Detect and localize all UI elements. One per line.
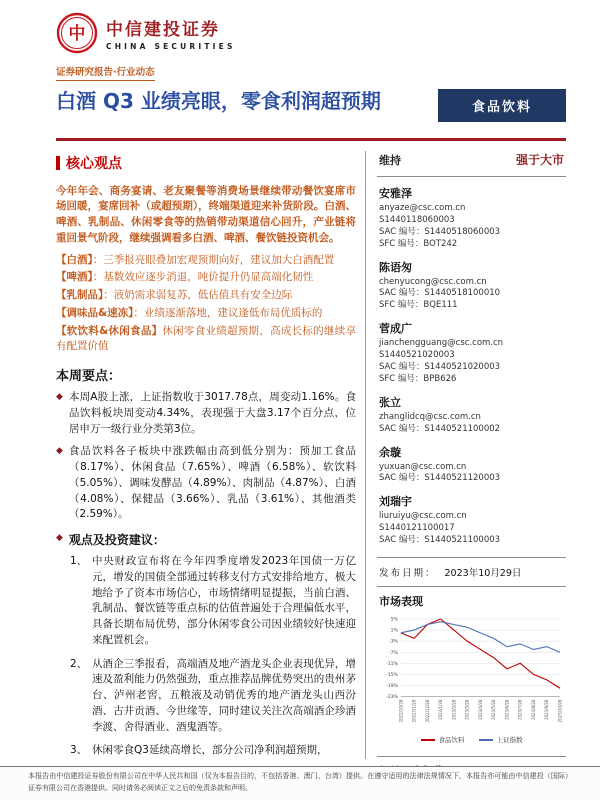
analyst-sfc: SFC 编号：BPB626 — [379, 373, 457, 384]
svg-text:中: 中 — [68, 24, 86, 44]
analyst-cert: S1440118060003 — [379, 214, 455, 225]
svg-text:2023/9/28: 2023/9/28 — [544, 699, 550, 720]
brand-logo-icon — [56, 12, 98, 54]
chart-legend — [379, 735, 564, 744]
analyst-card — [379, 493, 564, 547]
opinion-text: 从酒企三季报看，高端酒及地产酒龙头企业表现优异，增速及盈利能力仍然强劲，重点推荐品牌优势突出的贵州茅台、泸州老窖，五粮液及动销优秀的地产酒龙头山西汾酒、古井贡酒、今世缘等，同时建议关注次高端酒企珍酒李渡、舍得酒业、酒鬼酒等。 — [92, 657, 356, 733]
analyst-name: 陈语匆 — [379, 260, 412, 274]
analyst-email: liuruiyu@csc.com.cn — [379, 511, 467, 522]
rating-row — [377, 149, 566, 177]
highlight-tag: 【啤酒】 — [56, 271, 93, 284]
legend-label: 食品饮料 — [438, 736, 465, 745]
highlight-item — [56, 270, 356, 286]
analyst-sfc: SFC 编号：BOT242 — [379, 238, 458, 249]
opinion-heading — [56, 531, 356, 548]
publish-date-value: 2023年10月29日 — [444, 568, 522, 580]
analyst-sac: SAC 编号：S1440521120003 — [379, 473, 501, 484]
highlight-text: ：业绩逐渐落地，建议逢低布局优质标的 — [133, 306, 323, 319]
analyst-email: anyaze@csc.com.cn — [379, 203, 466, 213]
legend-item-food-beverage — [421, 735, 465, 744]
svg-text:2023/7/28: 2023/7/28 — [517, 699, 523, 720]
highlight-tag: 【乳制品】 — [56, 289, 104, 301]
svg-text:2022/12/28: 2022/12/28 — [424, 699, 430, 723]
market-performance-chart — [379, 613, 564, 730]
publish-date-row — [377, 557, 566, 586]
weekly-point — [56, 390, 356, 437]
highlight-text: ：液奶需求弱复苏，低估值具有安全边际 — [103, 289, 293, 301]
svg-text:2023/6/28: 2023/6/28 — [504, 699, 510, 720]
brand-names — [106, 15, 236, 51]
highlight-text: 休闲零食业绩超预期，高成长标的继续享有配置价值 — [56, 324, 356, 353]
main-column — [56, 149, 356, 767]
header-brand — [56, 12, 566, 54]
analyst-cert: S1440521020003 — [379, 350, 455, 361]
svg-text:2023/8/28: 2023/8/28 — [530, 699, 536, 720]
svg-text:2023/5/28: 2023/5/28 — [491, 699, 497, 720]
weekly-point-text: 本周A股上涨，上证指数收于3017.78点，周变动1.16%。食品饮料板块周变动4.34%，表现强于大盘3.17个百分点，位居申万一级行业分类第3位。 — [68, 391, 356, 435]
svg-text:2023/10/28: 2023/10/28 — [557, 699, 563, 723]
analyst-name: 刘瑞宇 — [379, 495, 412, 509]
analyst-card — [379, 444, 564, 486]
analyst-card — [379, 259, 564, 313]
legend-swatch-icon — [479, 739, 493, 741]
analyst-sac: SAC 编号：S1440521100003 — [379, 535, 501, 546]
svg-text:5%: 5% — [390, 617, 398, 623]
opinion-text: 中央财政宣布将在今年四季度增发2023年国债一万亿元，增发的国债全部通过转移支付方式安排给地方，极大地给予了资本市场信心，市场情绪明显提振，当前白酒、乳制品、餐饮链等重点标的估值普遍处于合理偏低水平，具备长期布局优势，部分休闲零食公司因业绩较好快速迎来配置机会。 — [92, 555, 356, 646]
legend-swatch-icon — [421, 739, 435, 741]
weekly-points-title: 本周要点： — [56, 369, 122, 384]
core-view-intro: 今年年会、商务宴请、老友聚餐等消费场景继续带动餐饮宴席市场回暖，宴席回补（或超预期），终端渠道迎来补货阶段。白酒、啤酒、乳制品、休闲零食等的热销带动渠道信心回升，产业链将重回景气阶段，继续强调看多白酒、啤酒、餐饮链投资机会。 — [56, 184, 356, 244]
opinion-number: 2、 — [70, 657, 88, 670]
opinion-text: 休闲零食Q3延续高增长，部分公司净利润超预期， — [92, 744, 328, 757]
analyst-sac: SAC 编号：S1440521020003 — [379, 362, 501, 373]
analyst-name: 张立 — [379, 395, 401, 409]
title-row — [56, 87, 566, 122]
weekly-point — [56, 444, 356, 523]
sidebar — [377, 149, 566, 767]
analyst-name: 余璇 — [379, 445, 401, 459]
opinion-title: 观点及投资建议： — [68, 533, 165, 547]
weekly-point-text: 食品饮料各子板块中涨跌幅由高到低分别为：预加工食品（8.17%）、休闲食品（7.65%）、啤酒（6.58%）、软饮料（5.05%）、调味发酵品（4.89%）、肉制品（4.87%）、白酒（4.08%）、保健品（3.66%）、乳品（3.61%）、其他酒类（2.59%）。 — [68, 445, 356, 521]
highlight-tag: 【软饮料&休闲食品】 — [56, 324, 163, 337]
analyst-sac: SAC 编号：S1440518060003 — [379, 226, 501, 237]
legend-label: 上证指数 — [496, 736, 523, 745]
analyst-name: 安雅泽 — [379, 187, 412, 200]
red-divider — [56, 138, 566, 141]
analyst-name: 菅成广 — [379, 322, 412, 336]
rating-value: 强于大市 — [515, 153, 564, 167]
analyst-card — [379, 320, 564, 386]
opinion-number: 3、 — [70, 744, 88, 757]
opinion-item — [70, 554, 356, 649]
red-accent-bar — [56, 156, 60, 170]
svg-text:-23%: -23% — [386, 695, 398, 701]
content-columns — [56, 149, 566, 767]
highlight-item — [56, 253, 356, 269]
analyst-email: yuxuan@csc.com.cn — [379, 461, 467, 472]
svg-text:2022/10/28: 2022/10/28 — [398, 699, 404, 723]
analyst-sac: SAC 编号：S1440521100002 — [379, 423, 501, 434]
analyst-sfc: SFC 编号：BQE111 — [379, 300, 458, 311]
analyst-sac: SAC 编号：S1440518100010 — [379, 288, 501, 299]
legend-item-sse-index — [479, 735, 523, 744]
svg-text:1%: 1% — [390, 628, 398, 634]
industry-badge: 食品饮料 — [438, 89, 566, 122]
svg-text:-3%: -3% — [389, 639, 398, 645]
footer-disclaimer: 本报告由中信建投证券股份有限公司在中华人民共和国（仅为本报告目的，不包括香港、澳门、台湾）提供。在遵守适用的法律法规情况下，本报告亦可能由中信建投（国际）证券有限公司在香港提供。同时请务必阅读正文之后的免责条款和声明。 — [0, 766, 600, 800]
publish-date-label: 发布日期： — [379, 568, 437, 580]
svg-text:-15%: -15% — [386, 673, 398, 679]
market-performance-section — [377, 586, 566, 748]
page-title: 白酒 Q3 业绩亮眼，零食利润超预期 — [56, 89, 381, 113]
diamond-bullet-icon: ◆ — [56, 392, 63, 402]
highlight-tag: 【白酒】 — [56, 253, 93, 266]
svg-text:2023/3/28: 2023/3/28 — [464, 699, 470, 720]
brand-name-cn: 中信建投证券 — [106, 20, 220, 40]
svg-text:2023/4/28: 2023/4/28 — [477, 699, 483, 720]
opinion-number: 1、 — [70, 555, 88, 567]
highlight-item — [56, 306, 356, 322]
core-view-title: 核心观点 — [66, 156, 122, 172]
brand-name-en: CHINA SECURITIES — [106, 42, 236, 51]
svg-text:2023/2/28: 2023/2/28 — [451, 699, 457, 720]
market-performance-title: 市场表现 — [379, 595, 423, 609]
svg-text:-11%: -11% — [386, 661, 398, 667]
analyst-card — [379, 394, 564, 436]
highlight-text: ：基数效应逐步消退，吨价提升仍显高端化韧性 — [92, 271, 314, 284]
analyst-email: zhanglidcq@csc.com.cn — [379, 411, 481, 422]
rating-action: 维持 — [379, 154, 401, 167]
report-type-tag: 证券研究报告·行业动态 — [56, 64, 155, 81]
diamond-bullet-icon: ◆ — [56, 446, 63, 457]
highlight-item — [56, 288, 356, 304]
analyst-card — [379, 185, 564, 251]
core-view-heading — [56, 153, 356, 173]
svg-text:2023/1/28: 2023/1/28 — [438, 699, 444, 720]
analyst-email: chenyucong@csc.com.cn — [379, 276, 487, 287]
analyst-email: jianchengguang@csc.com.cn — [379, 338, 504, 349]
svg-text:2022/11/28: 2022/11/28 — [411, 699, 417, 723]
diamond-bullet-icon: ◆ — [56, 533, 63, 543]
highlight-tag: 【调味品&速冻】 — [56, 306, 134, 319]
opinion-item — [70, 657, 356, 736]
analyst-cert: S1440121100017 — [379, 523, 455, 534]
analyst-list — [377, 177, 566, 557]
svg-text:-7%: -7% — [389, 650, 398, 656]
highlight-text: ：三季报亮眼叠加宏观预期向好，建议加大白酒配置 — [92, 253, 335, 266]
svg-text:-19%: -19% — [386, 684, 398, 690]
opinion-item — [70, 743, 356, 759]
vertical-divider — [365, 151, 366, 759]
highlight-item — [56, 324, 356, 356]
